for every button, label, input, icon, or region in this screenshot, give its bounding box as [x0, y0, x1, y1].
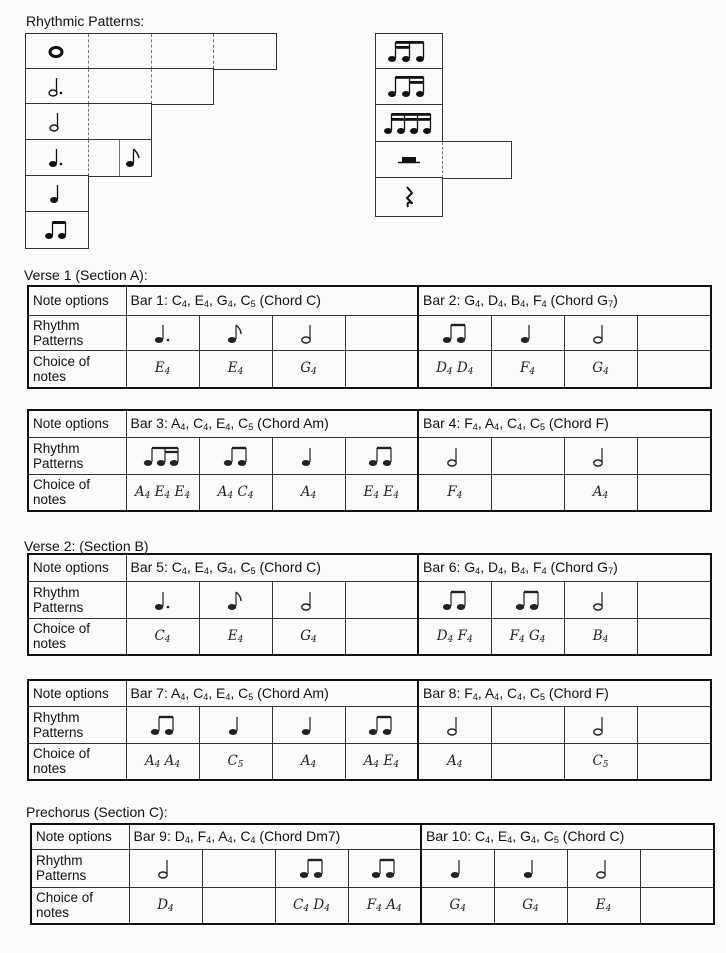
bar-title: Bar 9: $D_4$, $F_4$, $A_4$, $C_4$ (Chord Dm7): [129, 824, 421, 849]
note-choice-cell: $E_4$: [199, 350, 272, 388]
four-sixteenths-icon: [376, 105, 442, 142]
note-choice-cell: $F_4$ $G_4$: [491, 618, 564, 655]
row-label-note-options: Note options: [28, 286, 126, 315]
half-note-icon: [564, 706, 637, 743]
half-note-icon: [418, 437, 491, 474]
half-note-icon: [564, 437, 637, 474]
dotted-quarter-note-icon: [26, 140, 86, 176]
quarter-note-icon: [272, 437, 345, 474]
quarter-note-icon: [491, 315, 564, 350]
row-label-note-options: Note options: [31, 824, 129, 849]
two-eighths-note-icon: [126, 706, 199, 743]
quarter-note-icon: [494, 849, 567, 887]
bar-table: [27, 409, 712, 512]
eighth-note-icon: [124, 146, 144, 175]
section-2-heading: Verse 2: (Section B): [24, 538, 149, 554]
empty-rhythm-cell: [637, 581, 711, 618]
empty-rhythm-cell: [637, 315, 711, 350]
beamed-eighths-icon: [26, 212, 86, 248]
legend-row-two-sixteenths-eighth: [375, 33, 443, 70]
whole-note-icon: [26, 34, 86, 69]
note-choice-cell: $E_4$: [567, 887, 640, 924]
legend-row-four-sixteenths: [375, 104, 443, 143]
note-choice-cell: $A_4$ $A_4$: [126, 743, 199, 780]
half-note-icon: [272, 581, 345, 618]
bar-title: Bar 3: $A_4$, $C_4$, $E_4$, $C_5$ (Chord Am): [126, 410, 418, 437]
row-label-rhythm-patterns: Rhythm Patterns: [28, 437, 126, 474]
note-choice-cell: [637, 618, 711, 655]
empty-rhythm-cell: [640, 849, 714, 887]
note-choice-cell: $C_4$ $D_4$: [275, 887, 348, 924]
two-eighths-note-icon: [275, 849, 348, 887]
quarter-note-icon: [421, 849, 494, 887]
note-choice-cell: [491, 474, 564, 511]
legend-row-half-rest: [375, 141, 512, 179]
note-choice-cell: [640, 887, 714, 924]
eighth-two-sixteenths-note-icon: [126, 437, 199, 474]
bar-title: Bar 10: $C_4$, $E_4$, $G_4$, $C_5$ (Chord C): [421, 824, 714, 849]
half-note-icon: [26, 104, 86, 140]
bar-table: [27, 285, 712, 389]
note-choice-cell: $G_4$: [494, 887, 567, 924]
note-choice-cell: $F_4$: [491, 350, 564, 388]
half-note-icon: [564, 581, 637, 618]
row-label-rhythm-patterns: Rhythm Patterns: [28, 315, 126, 350]
bar-title: Bar 4: $F_4$, $A_4$, $C_4$, $C_5$ (Chord F): [418, 410, 711, 437]
two-eighths-note-icon: [345, 706, 418, 743]
note-choice-cell: $D_4$: [129, 887, 202, 924]
two-eighths-note-icon: [491, 581, 564, 618]
note-choice-cell: $A_4$: [272, 743, 345, 780]
eighth-two-sixteenths-icon: [376, 69, 442, 105]
eighth-note-icon: [199, 315, 272, 350]
note-choice-cell: $F_4$ $A_4$: [348, 887, 421, 924]
row-label-note-options: Note options: [28, 554, 126, 581]
note-choice-cell: [202, 887, 275, 924]
row-label-note-options: Note options: [28, 410, 126, 437]
bar-title: Bar 8: $F_4$, $A_4$, $C_4$, $C_5$ (Chord F): [418, 680, 711, 706]
two-sixteenths-eighth-icon: [376, 34, 442, 69]
note-choice-cell: $B_4$: [564, 618, 637, 655]
legend-row-whole: [25, 33, 277, 70]
half-note-icon: [567, 849, 640, 887]
bar-table: [27, 553, 712, 656]
empty-rhythm-cell: [345, 315, 418, 350]
row-label-rhythm-patterns: Rhythm Patterns: [28, 581, 126, 618]
section-3-heading: Prechorus (Section C):: [26, 804, 168, 820]
row-label-note-options: Note options: [28, 680, 126, 706]
quarter-note-icon: [272, 706, 345, 743]
bar-title: Bar 7: $A_4$, $C_4$, $E_4$, $C_5$ (Chord Am): [126, 680, 418, 706]
legend-row-half: [25, 103, 152, 141]
row-label-choice-of-notes: Choice of notes: [28, 743, 126, 780]
note-choice-cell: $A_4$ $C_4$: [199, 474, 272, 511]
bar-table: [30, 823, 715, 925]
bar-title: Bar 1: $C_4$, $E_4$, $G_4$, $C_5$ (Chord C): [126, 286, 418, 315]
legend-row-quarter: [25, 175, 89, 213]
note-choice-cell: $E_4$ $E_4$: [345, 474, 418, 511]
two-eighths-note-icon: [418, 315, 491, 350]
rhythmic-patterns-title: Rhythmic Patterns:: [26, 13, 145, 29]
eighth-note-icon: [199, 581, 272, 618]
note-choice-cell: $A_4$ $E_4$: [345, 743, 418, 780]
two-eighths-note-icon: [348, 849, 421, 887]
row-label-choice-of-notes: Choice of notes: [31, 887, 129, 924]
dotted-quarter-note-icon: [126, 581, 199, 618]
empty-rhythm-cell: [637, 437, 711, 474]
two-eighths-note-icon: [199, 437, 272, 474]
row-label-rhythm-patterns: Rhythm Patterns: [31, 849, 129, 887]
row-label-choice-of-notes: Choice of notes: [28, 618, 126, 655]
legend-row-two-eighths: [25, 211, 89, 249]
empty-rhythm-cell: [637, 706, 711, 743]
note-choice-cell: [637, 474, 711, 511]
row-label-rhythm-patterns: Rhythm Patterns: [28, 706, 126, 743]
note-choice-cell: $C_4$: [126, 618, 199, 655]
note-choice-cell: $F_4$: [418, 474, 491, 511]
dotted-quarter-note-icon: [126, 315, 199, 350]
note-choice-cell: $A_4$: [564, 474, 637, 511]
half-note-icon: [272, 315, 345, 350]
two-eighths-note-icon: [418, 581, 491, 618]
note-choice-cell: [637, 743, 711, 780]
two-eighths-note-icon: [345, 437, 418, 474]
legend-row-eighth-two-sixteenths: [375, 68, 443, 106]
note-choice-cell: $G_4$: [564, 350, 637, 388]
half-note-icon: [564, 315, 637, 350]
note-choice-cell: $G_4$: [272, 350, 345, 388]
legend-row-dotted-quarter: [25, 139, 152, 177]
row-label-choice-of-notes: Choice of notes: [28, 474, 126, 511]
section-1-heading: Verse 1 (Section A):: [24, 267, 148, 283]
quarter-note-icon: [26, 176, 86, 212]
empty-rhythm-cell: [491, 706, 564, 743]
note-choice-cell: $D_4$ $F_4$: [418, 618, 491, 655]
dotted-half-note-icon: [26, 69, 86, 104]
note-choice-cell: [345, 350, 418, 388]
note-choice-cell: $D_4$ $D_4$: [418, 350, 491, 388]
note-choice-cell: $E_4$: [126, 350, 199, 388]
note-choice-cell: $A_4$: [418, 743, 491, 780]
note-choice-cell: $C_5$: [199, 743, 272, 780]
bar-title: Bar 2: $G_4$, $D_4$, $B_4$, $F_4$ (Chord $G_7$): [418, 286, 711, 315]
bar-title: Bar 5: $C_4$, $E_4$, $G_4$, $C_5$ (Chord C): [126, 554, 418, 581]
note-choice-cell: $G_4$: [272, 618, 345, 655]
note-choice-cell: [345, 618, 418, 655]
empty-rhythm-cell: [202, 849, 275, 887]
note-choice-cell: [637, 350, 711, 388]
empty-rhythm-cell: [345, 581, 418, 618]
bar-table: [27, 679, 712, 781]
note-choice-cell: $C_5$: [564, 743, 637, 780]
empty-rhythm-cell: [491, 437, 564, 474]
half-rest-icon: [376, 142, 442, 178]
note-choice-cell: $E_4$: [199, 618, 272, 655]
half-note-icon: [418, 706, 491, 743]
row-label-choice-of-notes: Choice of notes: [28, 350, 126, 388]
quarter-rest-icon: [376, 178, 442, 216]
legend-row-quarter-rest: [375, 177, 443, 217]
note-choice-cell: [491, 743, 564, 780]
note-choice-cell: $A_4$ $E_4$ $E_4$: [126, 474, 199, 511]
half-note-icon: [129, 849, 202, 887]
bar-title: Bar 6: $G_4$, $D_4$, $B_4$, $F_4$ (Chord $G_7$): [418, 554, 711, 581]
note-choice-cell: $G_4$: [421, 887, 494, 924]
quarter-note-icon: [199, 706, 272, 743]
note-choice-cell: $A_4$: [272, 474, 345, 511]
legend-row-dotted-half: [25, 68, 214, 105]
